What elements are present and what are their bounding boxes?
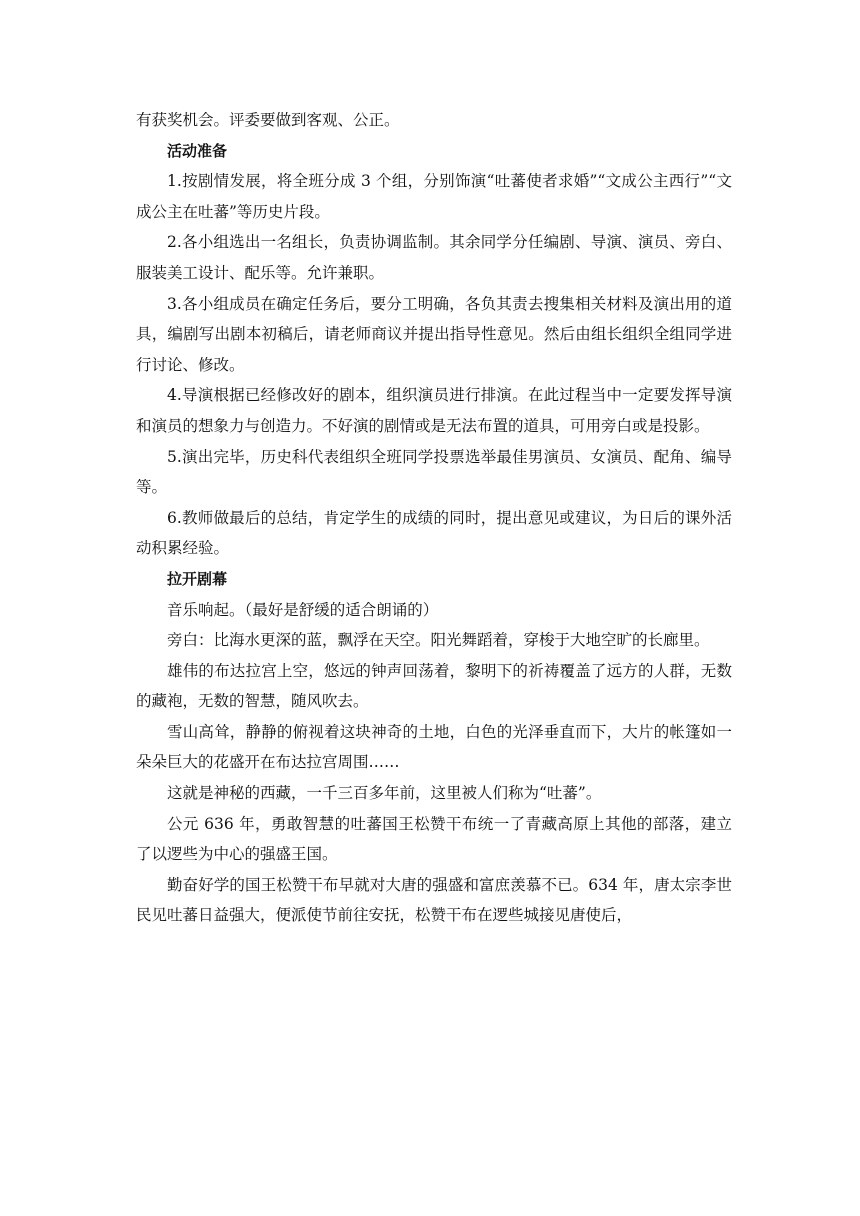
curtain-paragraph-1: 音乐响起。（最好是舒缓的适合朗诵的） (167, 600, 439, 619)
curtain-paragraph-4: 雪山高耸，静静的俯视着这块神奇的土地，白色的光泽垂直而下，大片的帐篷如一朵朵巨大的花盛开在布达拉宫周围…… (136, 722, 732, 772)
prepare-item-2: 2.各小组选出一名组长，负责协调监制。其余同学分任编剧、导演、演员、旁白、服装美工设计、配乐等。允许兼职。 (136, 233, 732, 282)
prepare-item-3: 3.各小组成员在确定任务后，要分工明确，各负其责去搜集相关材料及演出用的道具，编剧写出剧本初稿后，请老师商议并提出指导性意见。然后由组长组织全组同学进行讨论、修改。 (136, 294, 732, 374)
curtain-paragraph-2: 旁白：比海水更深的蓝，飘浮在天空。阳光舞蹈着，穿梭于大地空旷的长廊里。 (167, 631, 710, 650)
prepare-item-1: 1.按剧情发展，将全班分成 3 个组，分别饰演“吐蕃使者求婚”“文成公主西行”“文成公主在吐蕃”等历史片段。 (136, 172, 732, 221)
prepare-item-6: 6.教师做最后的总结，肯定学生的成绩的同时，提出意见或建议，为日后的课外活动积累经验。 (136, 508, 732, 558)
prepare-item-4: 4.导演根据已经修改好的剧本，组织演员进行排演。在此过程当中一定要发挥导演和演员的想象力与创造力。不好演的剧情或是无法布置的道具，可用旁白或是投影。 (136, 386, 732, 435)
curtain-paragraph-5: 这就是神秘的西藏，一千三百多年前，这里被人们称为“吐蕃”。 (167, 784, 602, 803)
curtain-paragraph-3: 雄伟的布达拉宫上空，悠远的钟声回荡着，黎明下的祈祷覆盖了远方的人群，无数的藏袍，无数的智慧，随风吹去。 (136, 661, 732, 711)
intro-tail-paragraph: 有获奖机会。评委要做到客观、公正。 (136, 111, 400, 129)
document-body (136, 105, 732, 931)
section-heading-curtain: 拉开剧幕 (167, 569, 228, 588)
section-heading-prepare: 活动准备 (167, 141, 228, 160)
curtain-paragraph-6: 公元 636 年，勇敢智慧的吐蕃国王松赞干布统一了青藏高原上其他的部落，建立了以逻些为中心的强盛王国。 (136, 814, 732, 864)
curtain-paragraph-7: 勤奋好学的国王松赞干布早就对大唐的强盛和富庶羡慕不已。634 年，唐太宗李世民见吐蕃日益强大，便派使节前往安抚，松赞干布在逻些城接见唐使后， (136, 875, 732, 925)
prepare-item-5: 5.演出完毕，历史科代表组织全班同学投票选举最佳男演员、女演员、配角、编导等。 (136, 447, 732, 497)
